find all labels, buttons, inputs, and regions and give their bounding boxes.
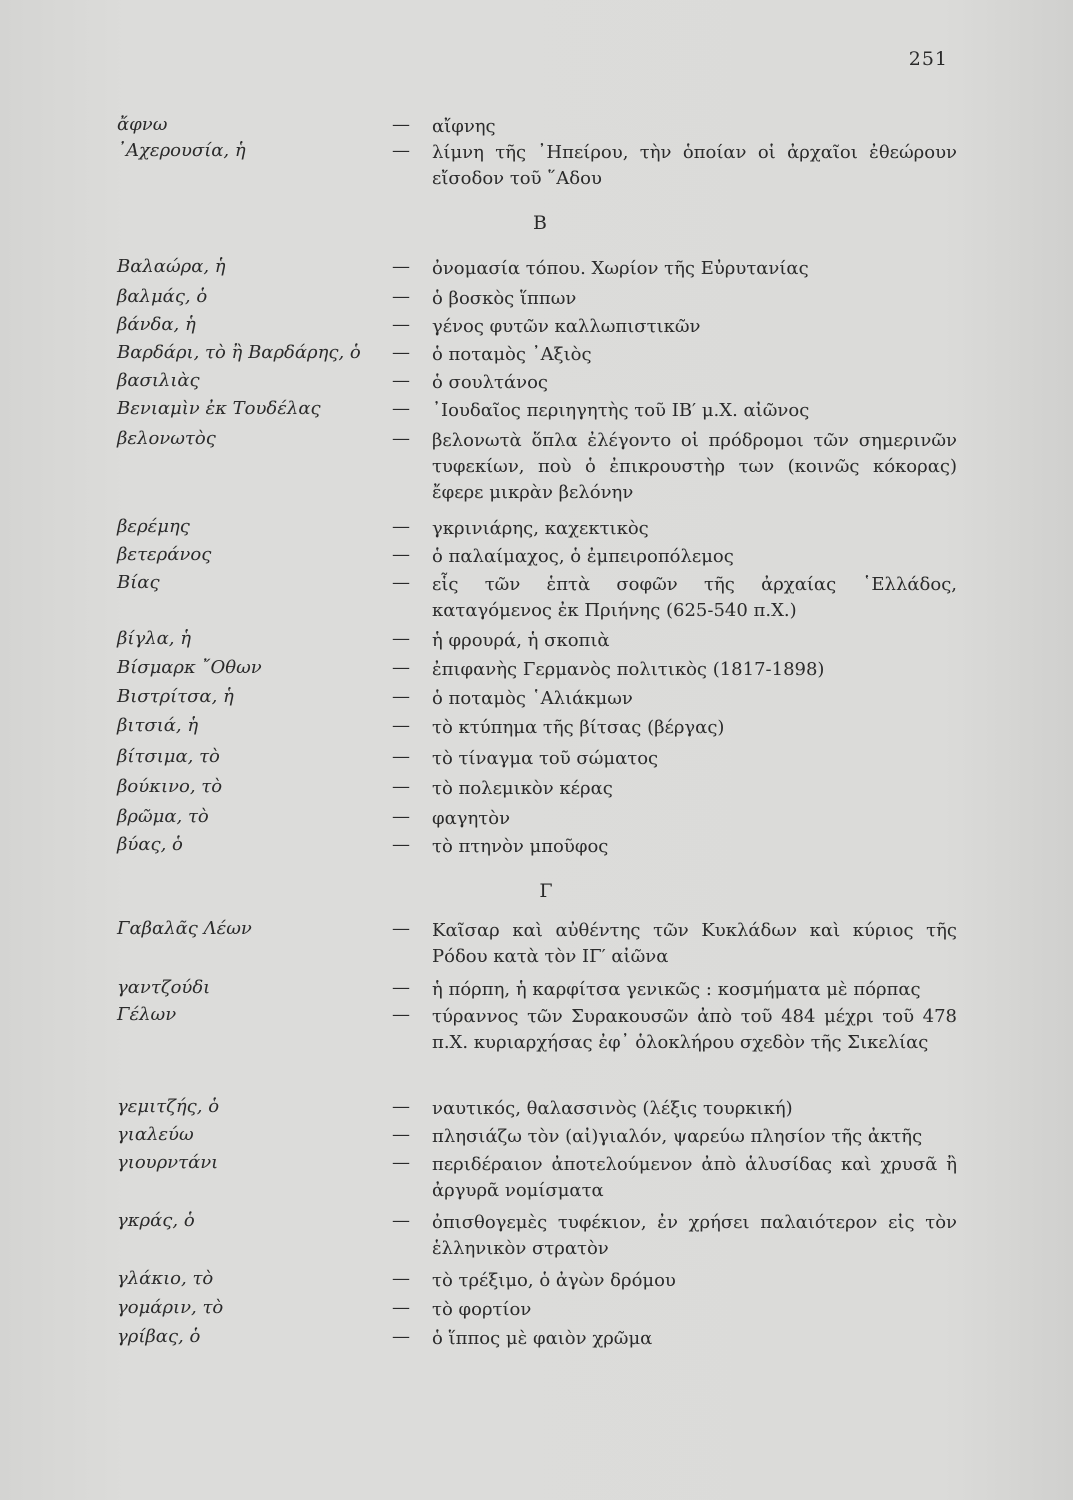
entry-dash: — bbox=[392, 1297, 410, 1318]
entry-dash: — bbox=[392, 657, 410, 678]
entry-term: βετεράνος bbox=[117, 544, 212, 565]
entry-definition: ὁ ποταμὸς ᾿Αξιὸς bbox=[432, 344, 592, 365]
entry-dash: — bbox=[392, 572, 410, 593]
entry-dash: — bbox=[392, 544, 410, 565]
glossary-entry bbox=[0, 746, 1073, 774]
entry-term: γρίβας, ὁ bbox=[117, 1326, 201, 1347]
entry-term: βίτσιμα, τὸ bbox=[117, 746, 220, 767]
entry-term: βερέμης bbox=[117, 516, 190, 537]
entry-term: βαλμάς, ὁ bbox=[117, 286, 208, 307]
entry-definition: γκρινιάρης, καχεκτικὸς bbox=[432, 518, 649, 539]
entry-definition: ναυτικός, θαλασσινὸς (λέξις τουρκική) bbox=[432, 1098, 793, 1119]
entry-term: Γέλων bbox=[117, 1004, 177, 1025]
entry-term: βιτσιά, ἡ bbox=[117, 715, 199, 736]
entry-term: Βαρδάρι, τὸ ἢ Βαρδάρης, ὁ bbox=[117, 342, 361, 363]
entry-term: γιαλεύω bbox=[117, 1124, 194, 1145]
glossary-entry bbox=[0, 342, 1073, 370]
glossary-entry bbox=[0, 314, 1073, 342]
entry-term: Γαβαλᾶς Λέων bbox=[117, 918, 252, 939]
entry-dash: — bbox=[392, 286, 410, 307]
entry-definition: τὸ πολεμικὸν κέρας bbox=[432, 778, 613, 799]
glossary-entry bbox=[0, 686, 1073, 714]
entry-term: βύας, ὁ bbox=[117, 834, 183, 855]
glossary-entry bbox=[0, 544, 1073, 572]
entry-definition: ὁ βοσκὸς ἵππων bbox=[432, 288, 577, 309]
entry-definition: τύραννος τῶν Συρακουσῶν ἀπὸ τοῦ 484 μέχρι τοῦ 478 π.Χ. κυριαρχήσας ἐφ᾿ ὁλοκλήρου σχεδὸν τῆς Σικελίας bbox=[432, 1006, 957, 1053]
glossary-entry bbox=[0, 256, 1073, 284]
entry-definition: εἷς τῶν ἑπτὰ σοφῶν τῆς ἀρχαίας ῾Ελλάδος, καταγόμενος ἐκ Πριήνης (625-540 π.Χ.) bbox=[432, 574, 957, 621]
glossary-entry bbox=[0, 370, 1073, 398]
glossary-entry bbox=[0, 1297, 1073, 1325]
entry-definition: ὁ ποταμὸς ῾Αλιάκμων bbox=[432, 688, 633, 709]
glossary-entry bbox=[0, 776, 1073, 804]
entry-dash: — bbox=[392, 342, 410, 363]
entry-term: γεμιτζής, ὁ bbox=[117, 1096, 220, 1117]
entry-dash: — bbox=[392, 1326, 410, 1347]
glossary-entry bbox=[0, 572, 1073, 621]
entry-term: γιουρντάνι bbox=[117, 1152, 219, 1173]
entry-dash: — bbox=[392, 918, 410, 939]
entry-term: βάνδα, ἡ bbox=[117, 314, 196, 335]
page-number: 251 bbox=[908, 48, 948, 70]
entry-term: ᾿Αχερουσία, ἡ bbox=[117, 140, 246, 161]
entry-term: γκράς, ὁ bbox=[117, 1210, 195, 1231]
glossary-entry bbox=[0, 918, 1073, 967]
entry-term: Βενιαμὶν ἐκ Τουδέλας bbox=[117, 398, 321, 419]
entry-dash: — bbox=[392, 114, 410, 135]
entry-definition: πλησιάζω τὸν (αἰ)γιαλόν, ψαρεύω πλησίον τῆς ἀκτῆς bbox=[432, 1126, 923, 1147]
entry-term: γαντζούδι bbox=[117, 977, 211, 998]
entry-dash: — bbox=[392, 1004, 410, 1025]
entry-dash: — bbox=[392, 1124, 410, 1145]
entry-definition: γένος φυτῶν καλλωπιστικῶν bbox=[432, 316, 701, 337]
entry-dash: — bbox=[392, 428, 410, 449]
entry-definition: περιδέραιον ἀποτελούμενον ἀπὸ ἁλυσίδας καὶ χρυσᾶ ἢ ἀργυρᾶ νομίσματα bbox=[432, 1154, 957, 1201]
glossary-entry bbox=[0, 114, 1073, 142]
entry-dash: — bbox=[392, 1210, 410, 1231]
entry-dash: — bbox=[392, 1268, 410, 1289]
entry-dash: — bbox=[392, 256, 410, 277]
glossary-entry bbox=[0, 977, 1073, 1005]
entry-definition: αἴφνης bbox=[432, 116, 496, 137]
entry-definition: ὀπισθογεμὲς τυφέκιον, ἐν χρήσει παλαιότερον εἰς τὸν ἑλληνικὸν στρατὸν bbox=[432, 1212, 957, 1259]
entry-definition: ἡ φρουρά, ἡ σκοπιὰ bbox=[432, 630, 610, 651]
entry-dash: — bbox=[392, 314, 410, 335]
entry-definition: ὀνομασία τόπου. Χωρίον τῆς Εὐρυτανίας bbox=[432, 258, 809, 279]
entry-dash: — bbox=[392, 1152, 410, 1173]
entry-term: βρῶμα, τὸ bbox=[117, 806, 209, 827]
glossary-entry bbox=[0, 1326, 1073, 1354]
glossary-entry bbox=[0, 1124, 1073, 1152]
entry-dash: — bbox=[392, 776, 410, 797]
entry-term: Βίσμαρκ ῎Οθων bbox=[117, 657, 262, 678]
entry-term: Βίας bbox=[117, 572, 160, 593]
glossary-entry bbox=[0, 1004, 1073, 1053]
entry-term: βίγλα, ἡ bbox=[117, 628, 192, 649]
entry-dash: — bbox=[392, 686, 410, 707]
entry-definition: ὁ ἵππος μὲ φαιὸν χρῶμα bbox=[432, 1328, 653, 1349]
entry-definition: φαγητὸν bbox=[432, 808, 511, 829]
entry-definition: ὁ παλαίμαχος, ὁ ἐμπειροπόλεμος bbox=[432, 546, 734, 567]
entry-definition: τὸ φορτίον bbox=[432, 1299, 532, 1320]
entry-definition: τὸ κτύπημα τῆς βίτσας (βέργας) bbox=[432, 717, 725, 738]
entry-dash: — bbox=[392, 1096, 410, 1117]
entry-definition: ὁ σουλτάνος bbox=[432, 372, 549, 393]
entry-dash: — bbox=[392, 140, 410, 161]
entry-dash: — bbox=[392, 746, 410, 767]
entry-term: γομάριν, τὸ bbox=[117, 1297, 224, 1318]
glossary-entry bbox=[0, 1096, 1073, 1124]
glossary-entry bbox=[0, 428, 1073, 503]
entry-definition: ἐπιφανὴς Γερμανὸς πολιτικὸς (1817-1898) bbox=[432, 659, 825, 680]
section-letter-gamma: Γ bbox=[539, 880, 553, 902]
glossary-entry bbox=[0, 140, 1073, 189]
entry-term: βασιλιὰς bbox=[117, 370, 200, 391]
entry-definition: ἡ πόρπη, ἡ καρφίτσα γενικῶς : κοσμήματα μὲ πόρπας bbox=[432, 979, 921, 1000]
glossary-entry bbox=[0, 657, 1073, 685]
glossary-entry bbox=[0, 286, 1073, 314]
entry-definition: βελονωτὰ ὅπλα ἐλέγοντο οἱ πρόδρομοι τῶν σημερινῶν τυφεκίων, ποὺ ὁ ἐπικρουστὴρ των (κοινῶς κόκορας) ἔφερε μικρὰν βελόνην bbox=[432, 430, 957, 503]
glossary-entry bbox=[0, 1210, 1073, 1259]
entry-term: Βιστρίτσα, ἡ bbox=[117, 686, 234, 707]
entry-dash: — bbox=[392, 398, 410, 419]
glossary-entry bbox=[0, 1268, 1073, 1296]
glossary-entry bbox=[0, 628, 1073, 656]
glossary-entry bbox=[0, 516, 1073, 544]
entry-term: βελονωτὸς bbox=[117, 428, 216, 449]
glossary-entry bbox=[0, 834, 1073, 862]
glossary-entry bbox=[0, 715, 1073, 743]
entry-dash: — bbox=[392, 516, 410, 537]
glossary-entry bbox=[0, 398, 1073, 426]
entry-term: βούκινο, τὸ bbox=[117, 776, 223, 797]
entry-definition: λίμνη τῆς ᾿Ηπείρου, τὴν ὁποίαν οἱ ἀρχαῖοι ἐθεώρουν εἴσοδον τοῦ ῞Αδου bbox=[432, 142, 957, 189]
section-letter-beta: Β bbox=[533, 212, 547, 234]
entry-dash: — bbox=[392, 715, 410, 736]
entry-dash: — bbox=[392, 977, 410, 998]
glossary-entry bbox=[0, 806, 1073, 834]
entry-dash: — bbox=[392, 370, 410, 391]
entry-definition: τὸ τρέξιμο, ὁ ἀγὼν δρόμου bbox=[432, 1270, 676, 1291]
entry-dash: — bbox=[392, 806, 410, 827]
entry-definition: ᾿Ιουδαῖος περιηγητὴς τοῦ ΙΒ′ μ.Χ. αἰῶνος bbox=[432, 400, 810, 421]
glossary-entry bbox=[0, 1152, 1073, 1201]
entry-term: ἄφνω bbox=[117, 114, 168, 135]
entry-dash: — bbox=[392, 834, 410, 855]
entry-definition: τὸ πτηνὸν μποῦφος bbox=[432, 836, 609, 857]
entry-dash: — bbox=[392, 628, 410, 649]
entry-definition: τὸ τίναγμα τοῦ σώματος bbox=[432, 748, 659, 769]
entry-definition: Καῖσαρ καὶ αὐθέντης τῶν Κυκλάδων καὶ κύριος τῆς Ρόδου κατὰ τὸν ΙΓ′ αἰῶνα bbox=[432, 920, 957, 967]
entry-term: γλάκιο, τὸ bbox=[117, 1268, 214, 1289]
entry-term: Βαλαώρα, ἡ bbox=[117, 256, 226, 277]
